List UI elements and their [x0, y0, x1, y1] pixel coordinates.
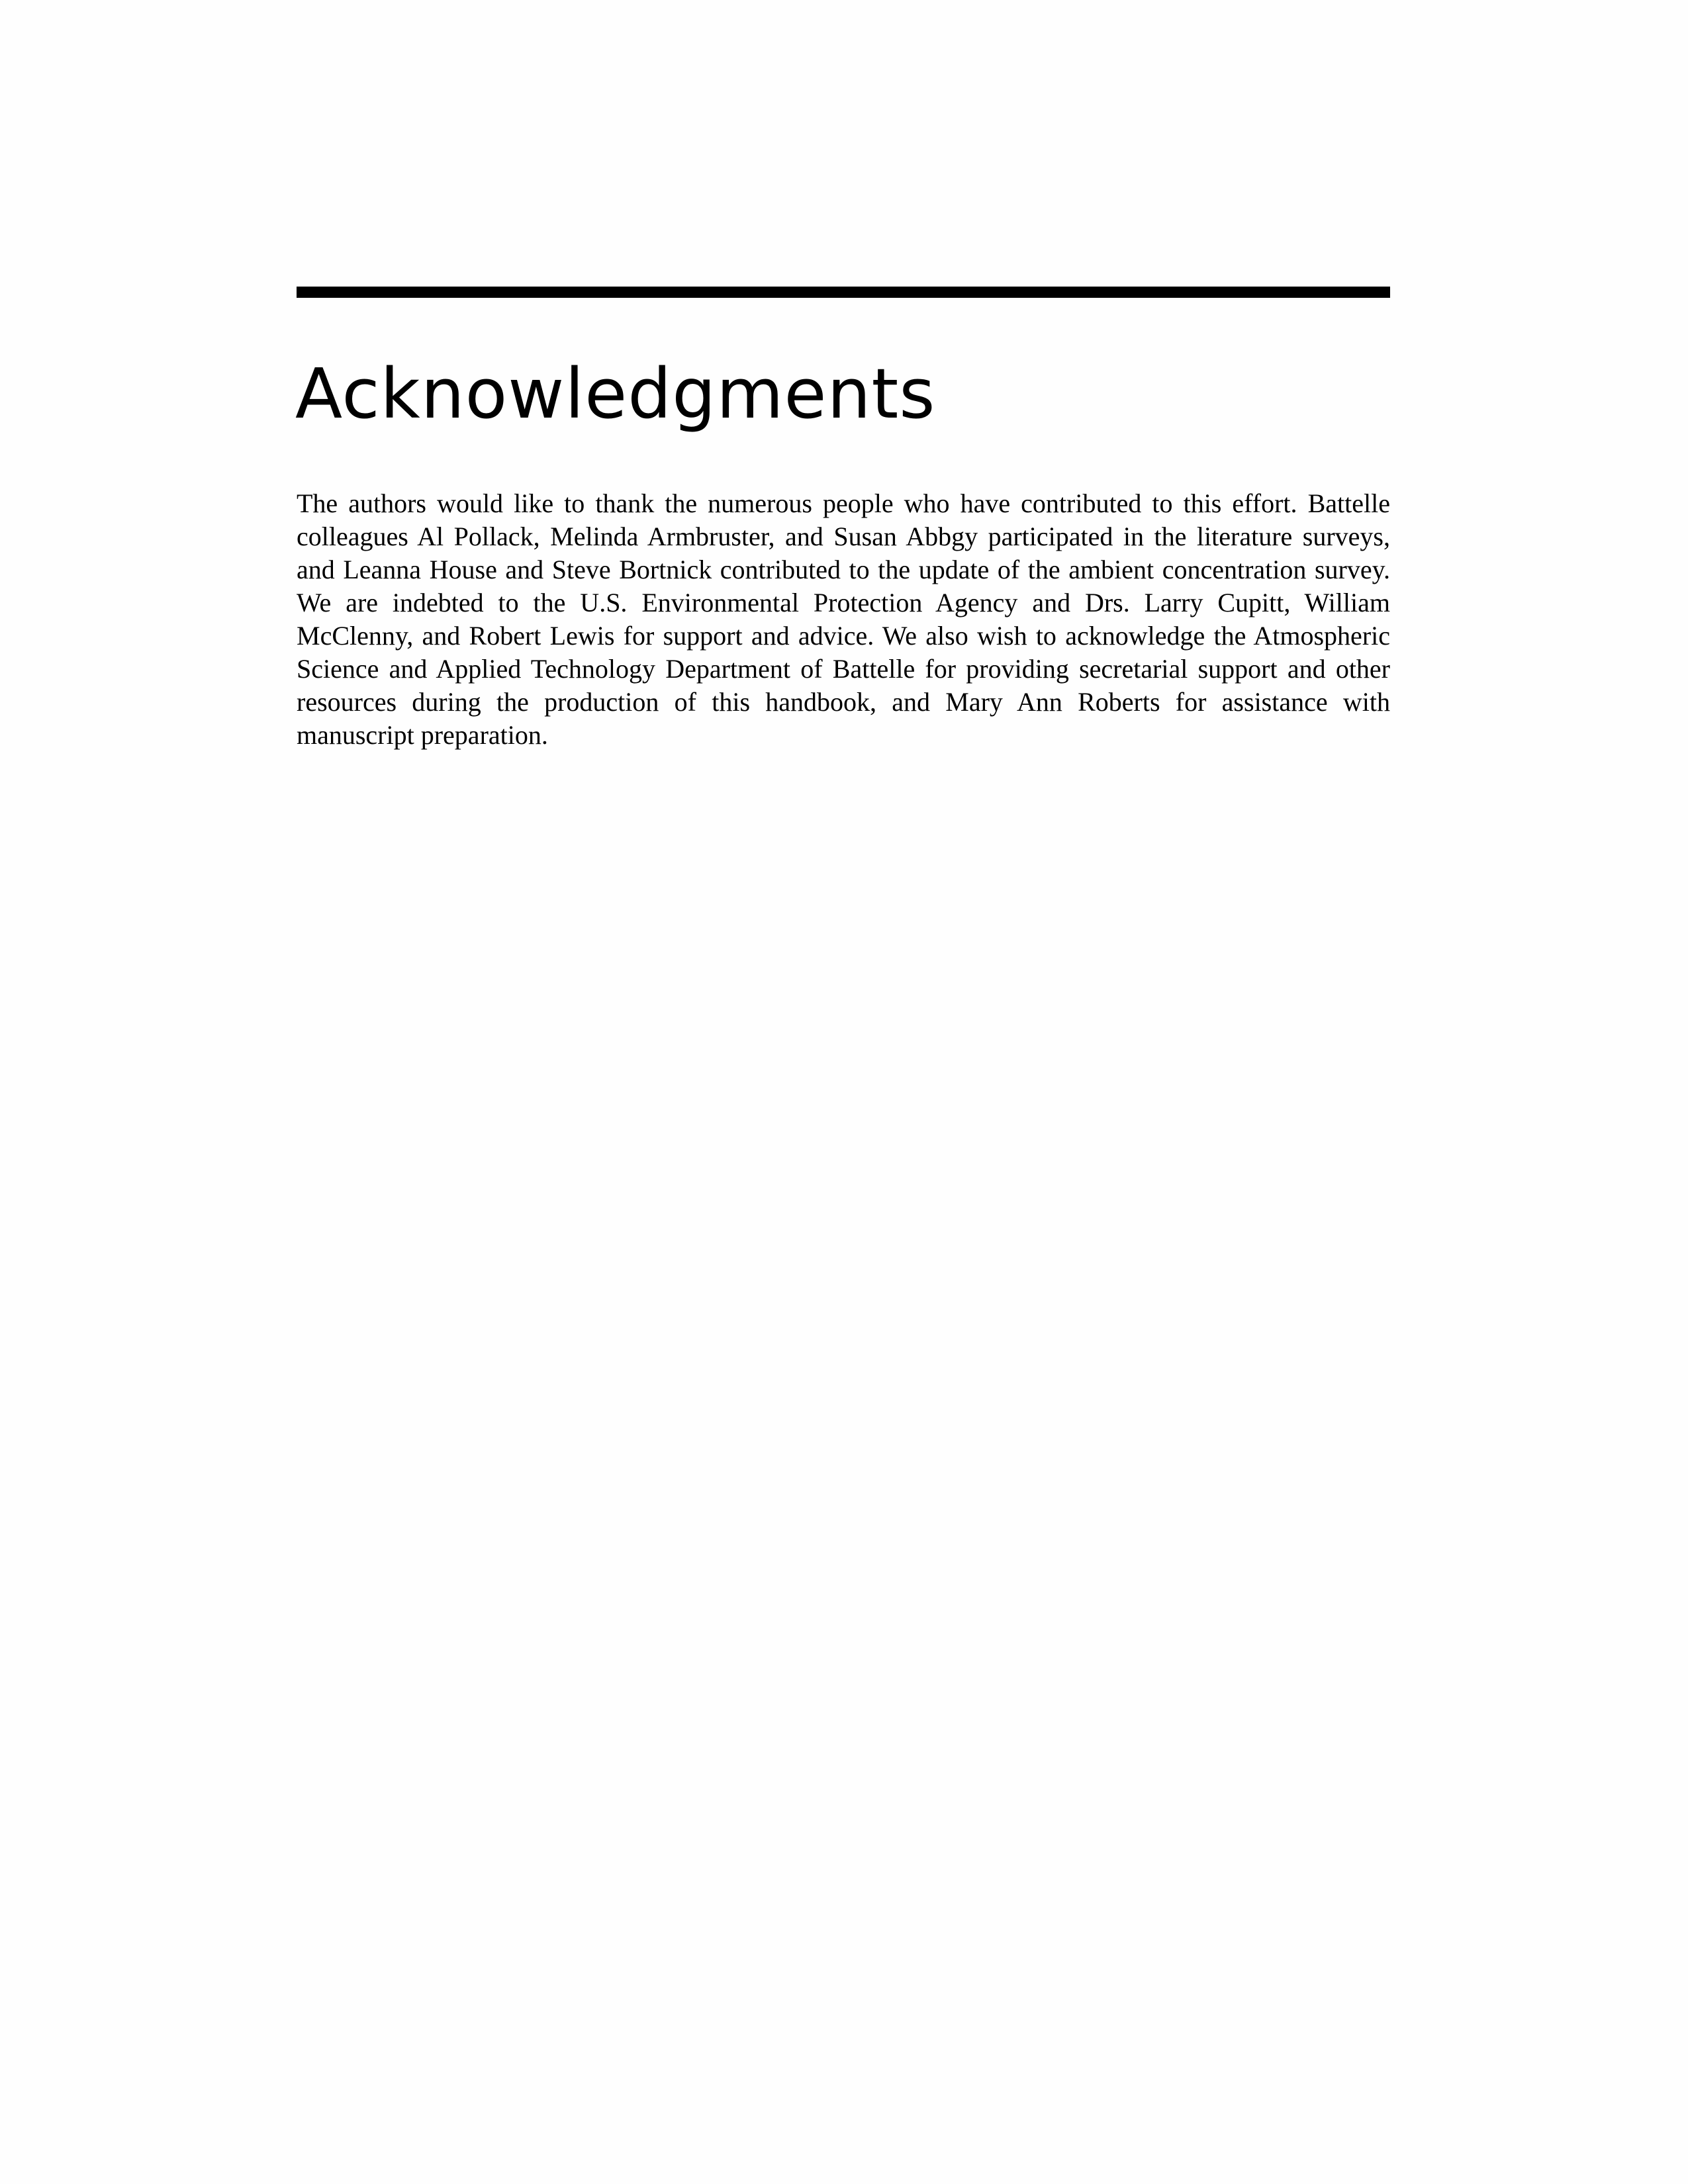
- page-title: Acknowledgments: [295, 353, 936, 434]
- acknowledgments-paragraph: The authors would like to thank the numerous people who have contributed to this effort. Battelle colleagues Al Pollack, Melinda Armbruster, and Susan Abbgy participated in the literature surveys, and Leanna House and Steve Bortnick contributed to the update of the ambient concentration survey. We are indebted to the U.S. Environmental Protection Agency and Drs. Larry Cupitt, William McClenny, and Robert Lewis for support and advice. We also wish to acknowledge the Atmospheric Science and Applied Technology Department of Battelle for providing secretarial support and other resources during the production of this handbook, and Mary Ann Roberts for assistance with manuscript preparation.: [297, 488, 1390, 750]
- heading-rule: [297, 287, 1390, 298]
